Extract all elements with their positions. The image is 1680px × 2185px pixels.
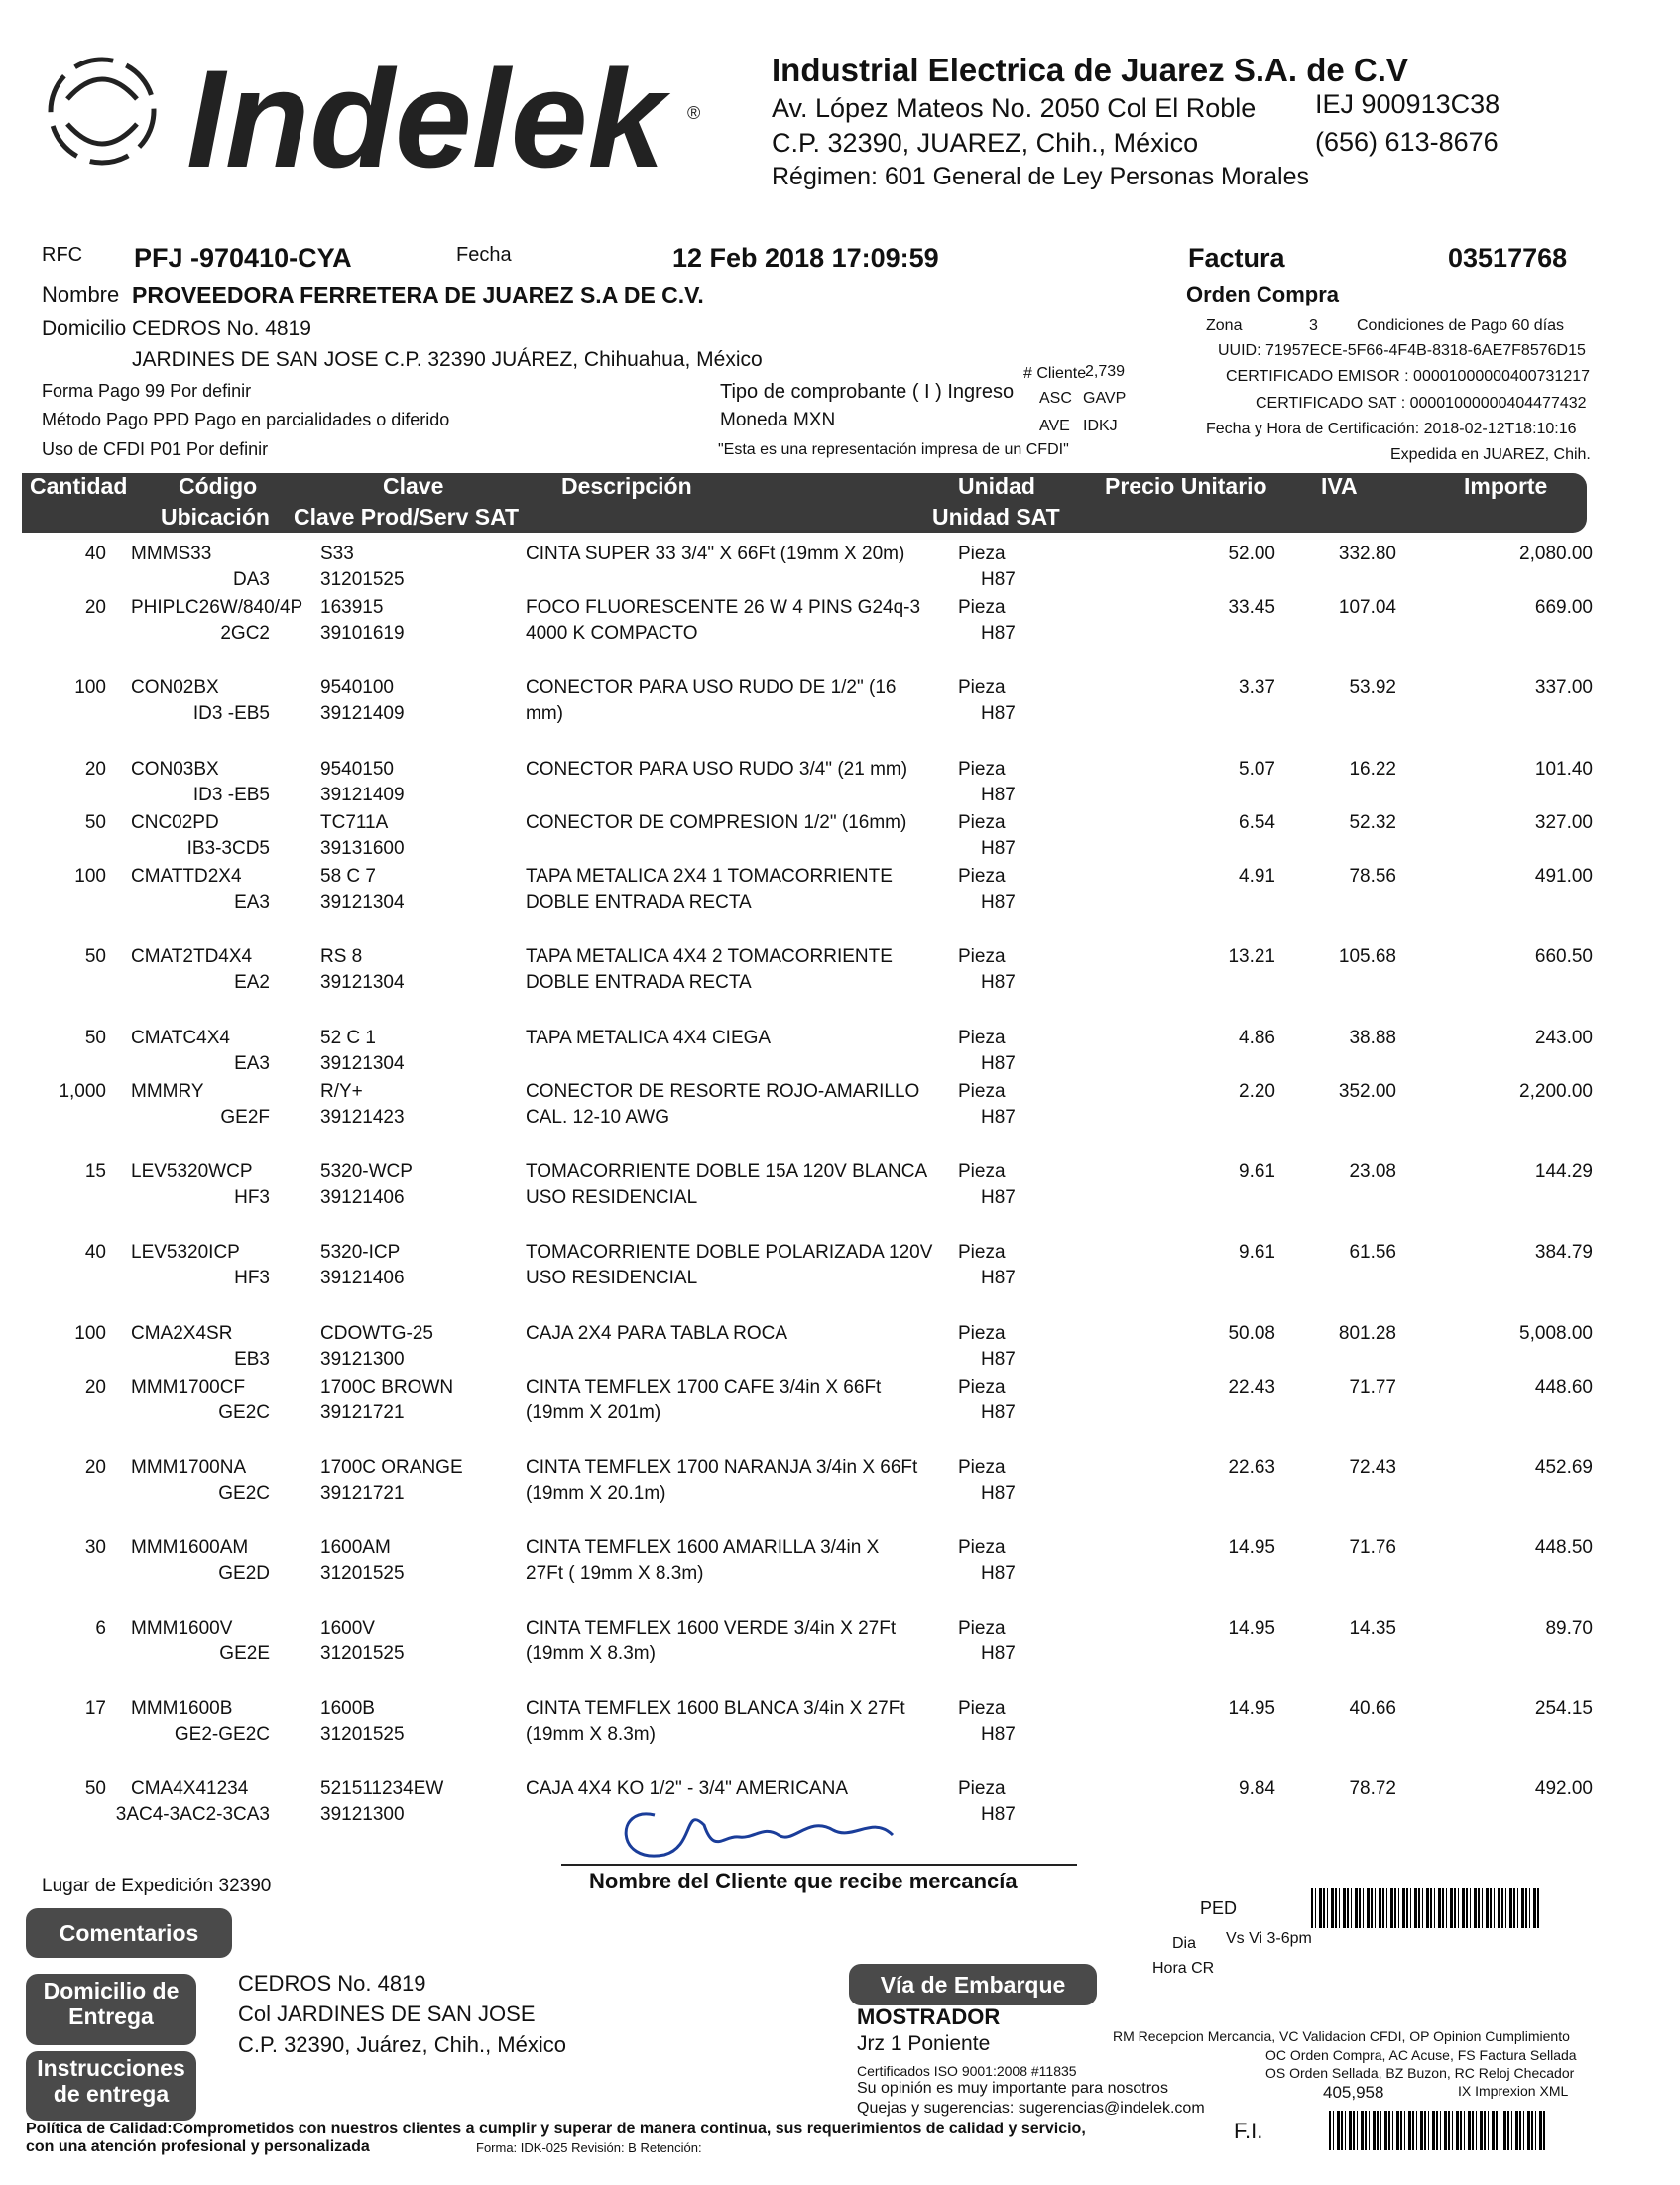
barcode-bottom bbox=[1329, 2111, 1547, 2150]
cell-cantidad: 50 bbox=[84, 1778, 106, 1799]
cfdi-note: "Esta es una representación impresa de un CFDI" bbox=[718, 441, 1069, 458]
cell-descripcion-2: CAL. 12-10 AWG bbox=[526, 1107, 670, 1128]
cell-descripcion: TAPA METALICA 4X4 CIEGA bbox=[526, 1028, 772, 1048]
cell-precio: 5.07 bbox=[1239, 759, 1275, 780]
cell-descripcion: CONECTOR PARA USO RUDO 3/4" (21 mm) bbox=[526, 759, 908, 780]
comentarios-label: Comentarios bbox=[26, 1908, 232, 1958]
lugar-expedicion: Lugar de Expedición 32390 bbox=[42, 1876, 272, 1896]
cell-unidad: Pieza bbox=[958, 1778, 1006, 1799]
cell-cantidad: 100 bbox=[74, 677, 106, 698]
cell-precio: 52.00 bbox=[1228, 544, 1275, 564]
cell-clave: 5320-WCP bbox=[320, 1161, 413, 1182]
cell-descripcion: CONECTOR DE RESORTE ROJO-AMARILLO bbox=[526, 1081, 920, 1102]
col-codigo: Código bbox=[179, 473, 258, 499]
nombre-label: Nombre bbox=[42, 282, 120, 306]
cell-clave-sat: 39121300 bbox=[320, 1804, 405, 1825]
cell-descripcion-2: USO RESIDENCIAL bbox=[526, 1268, 698, 1288]
col-unidad-sat: Unidad SAT bbox=[932, 504, 1060, 530]
cell-cantidad: 30 bbox=[84, 1537, 106, 1558]
cell-iva: 52.32 bbox=[1349, 812, 1396, 833]
mostrador: MOSTRADOR bbox=[857, 2004, 1001, 2029]
cell-codigo: PHIPLC26W/840/4P bbox=[131, 597, 303, 618]
col-clave-prod: Clave Prod/Serv SAT bbox=[294, 504, 520, 530]
cell-unidad: Pieza bbox=[958, 677, 1006, 698]
cell-unidad-sat: H87 bbox=[981, 703, 1016, 724]
cell-unidad: Pieza bbox=[958, 1618, 1006, 1639]
cell-precio: 14.95 bbox=[1228, 1618, 1275, 1639]
uso-cfdi: Uso de CFDI P01 Por definir bbox=[42, 439, 269, 459]
cell-iva: 107.04 bbox=[1338, 597, 1396, 618]
cell-unidad: Pieza bbox=[958, 1242, 1006, 1263]
barcode-top bbox=[1311, 1888, 1539, 1928]
cell-codigo: CMA4X41234 bbox=[131, 1778, 249, 1799]
col-descripcion: Descripción bbox=[561, 473, 692, 499]
via-embarque-label: Vía de Embarque bbox=[849, 1964, 1097, 2005]
signature-label: Nombre del Cliente que recibe mercancía bbox=[589, 1869, 1018, 1893]
cell-ubicacion: ID3 -EB5 bbox=[192, 785, 270, 805]
cell-iva: 78.72 bbox=[1349, 1778, 1396, 1799]
cell-iva: 23.08 bbox=[1349, 1161, 1396, 1182]
cell-unidad: Pieza bbox=[958, 1457, 1006, 1478]
cell-cantidad: 20 bbox=[84, 759, 106, 780]
certificado-sat: CERTIFICADO SAT : 00001000000404477432 bbox=[1256, 395, 1587, 412]
cell-unidad: Pieza bbox=[958, 597, 1006, 618]
company-phone: (656) 613-8676 bbox=[1315, 127, 1499, 157]
forma-revision: Forma: IDK-025 Revisión: B Retención: bbox=[476, 2140, 702, 2155]
col-precio: Precio Unitario bbox=[1105, 473, 1267, 499]
cell-codigo: LEV5320ICP bbox=[131, 1242, 240, 1263]
cliente-label: # Cliente bbox=[1023, 365, 1087, 382]
cell-cantidad: 40 bbox=[84, 1242, 106, 1263]
svg-text:®: ® bbox=[687, 103, 701, 123]
cell-importe: 337.00 bbox=[1534, 677, 1593, 698]
col-importe: Importe bbox=[1464, 473, 1548, 499]
cell-clave: 521511234EW bbox=[320, 1778, 444, 1799]
cell-unidad: Pieza bbox=[958, 1028, 1006, 1048]
cell-codigo: CMAT2TD4X4 bbox=[131, 946, 253, 967]
moneda: Moneda MXN bbox=[720, 410, 836, 430]
ave-value: IDKJ bbox=[1083, 418, 1118, 434]
cell-descripcion-2: USO RESIDENCIAL bbox=[526, 1187, 698, 1208]
cell-ubicacion: ID3 -EB5 bbox=[192, 703, 270, 724]
company-regimen: Régimen: 601 General de Ley Personas Morales bbox=[772, 163, 1309, 190]
cell-clave: 1700C BROWN bbox=[320, 1377, 454, 1397]
cell-unidad-sat: H87 bbox=[981, 1107, 1016, 1128]
cell-clave: 1600V bbox=[320, 1618, 375, 1639]
domicilio-line2: JARDINES DE SAN JOSE C.P. 32390 JUÁREZ, Chihuahua, México bbox=[132, 348, 763, 371]
quejas-text: Quejas y sugerencias: sugerencias@indelek.com bbox=[857, 2100, 1205, 2117]
cell-codigo: MMM1600AM bbox=[131, 1537, 249, 1558]
customer-signature bbox=[595, 1775, 932, 1875]
cell-descripcion-2: (19mm X 201m) bbox=[526, 1402, 661, 1423]
cell-codigo: MMMRY bbox=[131, 1081, 204, 1102]
cell-iva: 38.88 bbox=[1349, 1028, 1396, 1048]
cell-unidad: Pieza bbox=[958, 866, 1006, 887]
cell-importe: 448.50 bbox=[1534, 1537, 1593, 1558]
cell-clave-sat: 39131600 bbox=[320, 838, 405, 859]
cell-unidad: Pieza bbox=[958, 759, 1006, 780]
cell-descripcion-2: DOBLE ENTRADA RECTA bbox=[526, 892, 752, 912]
cell-descripcion: CINTA TEMFLEX 1600 VERDE 3/4in X 27Ft bbox=[526, 1618, 897, 1639]
cell-clave: 1600AM bbox=[320, 1537, 391, 1558]
cell-clave: 58 C 7 bbox=[320, 866, 376, 887]
cell-cantidad: 20 bbox=[84, 1377, 106, 1397]
factura-label: Factura bbox=[1188, 243, 1285, 273]
cell-cantidad: 15 bbox=[84, 1161, 106, 1182]
cell-cantidad: 50 bbox=[84, 1028, 106, 1048]
hora-label: Hora CR bbox=[1152, 1960, 1215, 1977]
cell-cantidad: 100 bbox=[74, 866, 106, 887]
cell-iva: 71.76 bbox=[1349, 1537, 1396, 1558]
rfc-value: PFJ -970410-CYA bbox=[134, 243, 352, 273]
indelek-logo bbox=[28, 40, 702, 188]
cliente-value: 2,739 bbox=[1085, 363, 1126, 380]
cell-clave: 52 C 1 bbox=[320, 1028, 376, 1048]
cell-unidad: Pieza bbox=[958, 1081, 1006, 1102]
cell-descripcion-2: (19mm X 8.3m) bbox=[526, 1643, 656, 1664]
cell-cantidad: 100 bbox=[74, 1323, 106, 1344]
cell-clave-sat: 39121423 bbox=[320, 1107, 405, 1128]
signature-line bbox=[561, 1864, 1077, 1866]
cell-precio: 9.61 bbox=[1239, 1161, 1275, 1182]
logo-wordmark: Indelek bbox=[186, 41, 665, 188]
company-header bbox=[772, 52, 1644, 191]
cell-descripcion: TOMACORRIENTE DOBLE POLARIZADA 120V bbox=[526, 1242, 933, 1263]
cell-unidad-sat: H87 bbox=[981, 1187, 1016, 1208]
cell-descripcion-2: (19mm X 8.3m) bbox=[526, 1724, 656, 1745]
cell-descripcion: CONECTOR PARA USO RUDO DE 1/2" (16 bbox=[526, 677, 897, 698]
cell-precio: 2.20 bbox=[1239, 1081, 1275, 1102]
cell-descripcion-2: 27Ft ( 19mm X 8.3m) bbox=[526, 1563, 704, 1584]
cell-importe: 452.69 bbox=[1534, 1457, 1593, 1478]
cell-iva: 16.22 bbox=[1349, 759, 1396, 780]
domicilio-entrega-label: Domicilio de Entrega bbox=[26, 1974, 196, 2045]
entrega-line2: Col JARDINES DE SAN JOSE bbox=[238, 2002, 536, 2026]
cell-precio: 13.21 bbox=[1228, 946, 1275, 967]
cell-ubicacion: DA3 bbox=[233, 569, 270, 590]
cell-importe: 384.79 bbox=[1534, 1242, 1593, 1263]
cell-descripcion: TAPA METALICA 4X4 2 TOMACORRIENTE bbox=[526, 946, 893, 967]
zona-label: Zona bbox=[1206, 317, 1243, 334]
cell-clave-sat: 39121406 bbox=[320, 1187, 405, 1208]
cell-iva: 105.68 bbox=[1338, 946, 1396, 967]
cell-iva: 801.28 bbox=[1338, 1323, 1396, 1344]
cell-cantidad: 50 bbox=[84, 946, 106, 967]
cell-precio: 14.95 bbox=[1228, 1537, 1275, 1558]
fecha-label: Fecha bbox=[456, 244, 512, 266]
cell-clave-sat: 31201525 bbox=[320, 1724, 405, 1745]
leyenda-3: OS Orden Sellada, BZ Buzon, RC Reloj Checador bbox=[1265, 2065, 1575, 2081]
cell-clave-sat: 39121721 bbox=[320, 1483, 405, 1504]
cell-precio: 4.86 bbox=[1239, 1028, 1275, 1048]
leyenda-2: OC Orden Compra, AC Acuse, FS Factura Sellada bbox=[1265, 2047, 1577, 2063]
cell-unidad-sat: H87 bbox=[981, 972, 1016, 993]
cell-ubicacion: GE2C bbox=[218, 1483, 270, 1504]
cell-unidad-sat: H87 bbox=[981, 1483, 1016, 1504]
cell-precio: 22.43 bbox=[1228, 1377, 1275, 1397]
cell-unidad-sat: H87 bbox=[981, 623, 1016, 644]
leyenda-1: RM Recepcion Mercancia, VC Validacion CFDI, OP Opinion Cumplimiento bbox=[1113, 2028, 1570, 2044]
cell-codigo: CMATC4X4 bbox=[131, 1028, 230, 1048]
cell-cantidad: 17 bbox=[84, 1698, 106, 1719]
cell-precio: 9.84 bbox=[1239, 1778, 1275, 1799]
cell-clave: R/Y+ bbox=[320, 1081, 363, 1102]
col-unidad: Unidad bbox=[958, 473, 1035, 499]
cell-codigo: CNC02PD bbox=[131, 812, 219, 833]
cell-clave: 163915 bbox=[320, 597, 384, 618]
cell-ubicacion: HF3 bbox=[234, 1268, 270, 1288]
cell-descripcion-2: 4000 K COMPACTO bbox=[526, 623, 698, 644]
zona-value: 3 bbox=[1309, 317, 1318, 334]
certificado-emisor: CERTIFICADO EMISOR : 00001000000400731217 bbox=[1226, 368, 1591, 385]
cell-descripcion: CINTA TEMFLEX 1600 AMARILLA 3/4in X bbox=[526, 1537, 880, 1558]
cell-codigo: MMM1700NA bbox=[131, 1457, 247, 1478]
cell-cantidad: 20 bbox=[84, 1457, 106, 1478]
cell-unidad: Pieza bbox=[958, 1537, 1006, 1558]
fecha-certificacion: Fecha y Hora de Certificación: 2018-02-12T18:10:16 bbox=[1206, 421, 1577, 437]
company-address1: Av. López Mateos No. 2050 Col El Roble bbox=[772, 93, 1257, 123]
cell-descripcion: CONECTOR DE COMPRESION 1/2" (16mm) bbox=[526, 812, 907, 833]
cell-codigo: CMA2X4SR bbox=[131, 1323, 233, 1344]
cell-descripcion-2: (19mm X 20.1m) bbox=[526, 1483, 666, 1504]
cell-unidad: Pieza bbox=[958, 544, 1006, 564]
cell-descripcion: FOCO FLUORESCENTE 26 W 4 PINS G24q-3 bbox=[526, 597, 921, 618]
col-ubicacion: Ubicación bbox=[161, 504, 270, 530]
ped-label: PED bbox=[1200, 1898, 1238, 1918]
cell-unidad-sat: H87 bbox=[981, 1563, 1016, 1584]
cell-unidad: Pieza bbox=[958, 812, 1006, 833]
cell-importe: 492.00 bbox=[1534, 1778, 1593, 1799]
cell-importe: 144.29 bbox=[1534, 1161, 1593, 1182]
cell-clave: S33 bbox=[320, 544, 354, 564]
col-cantidad: Cantidad bbox=[30, 473, 128, 499]
cell-ubicacion: 2GC2 bbox=[220, 623, 270, 644]
cell-clave-sat: 39101619 bbox=[320, 623, 405, 644]
cell-unidad: Pieza bbox=[958, 1161, 1006, 1182]
instrucciones-entrega-label: Instrucciones de entrega bbox=[26, 2051, 196, 2121]
cell-clave: 5320-ICP bbox=[320, 1242, 401, 1263]
cell-clave-sat: 31201525 bbox=[320, 1563, 405, 1584]
cell-clave-sat: 39121406 bbox=[320, 1268, 405, 1288]
cell-clave-sat: 39121300 bbox=[320, 1349, 405, 1370]
cell-iva: 332.80 bbox=[1338, 544, 1396, 564]
cell-unidad-sat: H87 bbox=[981, 1268, 1016, 1288]
condiciones-pago: Condiciones de Pago 60 días bbox=[1357, 317, 1565, 334]
cell-clave-sat: 39121409 bbox=[320, 703, 405, 724]
folio-number: 405,958 bbox=[1323, 2083, 1384, 2102]
cell-clave-sat: 31201525 bbox=[320, 569, 405, 590]
cell-ubicacion: IB3-3CD5 bbox=[186, 838, 270, 859]
cell-descripcion: CAJA 2X4 PARA TABLA ROCA bbox=[526, 1323, 788, 1344]
jrz-poniente: Jrz 1 Poniente bbox=[857, 2032, 991, 2055]
cell-unidad: Pieza bbox=[958, 1698, 1006, 1719]
cell-descripcion: CINTA TEMFLEX 1600 BLANCA 3/4in X 27Ft bbox=[526, 1698, 905, 1719]
cell-precio: 6.54 bbox=[1239, 812, 1275, 833]
cell-ubicacion: GE2E bbox=[219, 1643, 270, 1664]
cell-unidad-sat: H87 bbox=[981, 1349, 1016, 1370]
cell-precio: 4.91 bbox=[1239, 866, 1275, 887]
cell-iva: 71.77 bbox=[1349, 1377, 1396, 1397]
cell-importe: 101.40 bbox=[1534, 759, 1593, 780]
cell-descripcion: CINTA TEMFLEX 1700 CAFE 3/4in X 66Ft bbox=[526, 1377, 882, 1397]
cell-cantidad: 6 bbox=[95, 1618, 106, 1639]
cell-clave: 9540100 bbox=[320, 677, 394, 698]
cell-ubicacion: GE2-GE2C bbox=[174, 1724, 270, 1745]
entrega-line1: CEDROS No. 4819 bbox=[238, 1971, 426, 1996]
cell-clave: RS 8 bbox=[320, 946, 363, 967]
cell-importe: 89.70 bbox=[1545, 1618, 1593, 1639]
cell-importe: 660.50 bbox=[1534, 946, 1593, 967]
cell-unidad-sat: H87 bbox=[981, 892, 1016, 912]
company-rfc: IEJ 900913C38 bbox=[1315, 89, 1500, 119]
cell-descripcion-2: mm) bbox=[526, 703, 563, 724]
dia-label: Dia bbox=[1172, 1935, 1197, 1952]
cell-unidad-sat: H87 bbox=[981, 785, 1016, 805]
cell-ubicacion: EB3 bbox=[234, 1349, 270, 1370]
orden-compra: Orden Compra bbox=[1186, 282, 1340, 306]
cell-clave: 1700C ORANGE bbox=[320, 1457, 463, 1478]
cell-codigo: CON02BX bbox=[131, 677, 219, 698]
cell-descripcion: CAJA 4X4 KO 1/2" - 3/4" AMERICANA bbox=[526, 1778, 849, 1799]
cell-clave-sat: 39121721 bbox=[320, 1402, 405, 1423]
cell-iva: 78.56 bbox=[1349, 866, 1396, 887]
cell-descripcion: TOMACORRIENTE DOBLE 15A 120V BLANCA bbox=[526, 1161, 928, 1182]
cell-ubicacion: HF3 bbox=[234, 1187, 270, 1208]
cell-ubicacion: EA3 bbox=[234, 892, 270, 912]
cell-importe: 2,080.00 bbox=[1519, 544, 1593, 564]
cell-unidad-sat: H87 bbox=[981, 1053, 1016, 1074]
cell-unidad-sat: H87 bbox=[981, 1724, 1016, 1745]
cell-descripcion: CINTA TEMFLEX 1700 NARANJA 3/4in X 66Ft bbox=[526, 1457, 918, 1478]
rfc-label: RFC bbox=[42, 244, 83, 266]
cell-iva: 53.92 bbox=[1349, 677, 1396, 698]
cell-descripcion: CINTA SUPER 33 3/4" X 66Ft (19mm X 20m) bbox=[526, 544, 905, 564]
cell-importe: 491.00 bbox=[1534, 866, 1593, 887]
col-iva: IVA bbox=[1321, 473, 1358, 499]
cell-precio: 14.95 bbox=[1228, 1698, 1275, 1719]
cell-codigo: CON03BX bbox=[131, 759, 219, 780]
cell-cantidad: 50 bbox=[84, 812, 106, 833]
cell-clave-sat: 39121304 bbox=[320, 892, 405, 912]
cell-importe: 243.00 bbox=[1534, 1028, 1593, 1048]
opinion-text: Su opinión es muy importante para nosotros bbox=[857, 2080, 1168, 2097]
leyenda-4: IX Imprexion XML bbox=[1458, 2083, 1569, 2099]
cell-ubicacion: GE2F bbox=[220, 1107, 270, 1128]
table-header bbox=[22, 473, 1587, 533]
cell-codigo: MMM1600B bbox=[131, 1698, 233, 1719]
cell-ubicacion: EA2 bbox=[234, 972, 270, 993]
cell-precio: 33.45 bbox=[1228, 597, 1275, 618]
cell-unidad: Pieza bbox=[958, 1323, 1006, 1344]
cell-importe: 5,008.00 bbox=[1519, 1323, 1593, 1344]
cell-codigo: MMM1700CF bbox=[131, 1377, 246, 1397]
cell-importe: 327.00 bbox=[1534, 812, 1593, 833]
col-clave: Clave bbox=[383, 473, 444, 499]
cell-descripcion-2: DOBLE ENTRADA RECTA bbox=[526, 972, 752, 993]
cell-codigo: LEV5320WCP bbox=[131, 1161, 253, 1182]
cell-descripcion: TAPA METALICA 2X4 1 TOMACORRIENTE bbox=[526, 866, 893, 887]
cell-unidad: Pieza bbox=[958, 946, 1006, 967]
cell-importe: 448.60 bbox=[1534, 1377, 1593, 1397]
cell-clave: 9540150 bbox=[320, 759, 394, 780]
factura-number: 03517768 bbox=[1448, 243, 1568, 273]
cell-cantidad: 40 bbox=[84, 544, 106, 564]
cell-codigo: MMM1600V bbox=[131, 1618, 233, 1639]
expedida-en: Expedida en JUAREZ, Chih. bbox=[1390, 446, 1591, 463]
cell-unidad-sat: H87 bbox=[981, 838, 1016, 859]
politica-calidad: Política de Calidad:Comprometidos con nuestros clientes a cumplir y superar de manera continua, sus requerimientos de calidad y servicio, bbox=[26, 2121, 1086, 2137]
entrega-line3: C.P. 32390, Juárez, Chih., México bbox=[238, 2032, 566, 2057]
ave-label: AVE bbox=[1039, 418, 1070, 434]
cell-codigo: MMMS33 bbox=[131, 544, 212, 564]
cell-precio: 3.37 bbox=[1239, 677, 1275, 698]
iso-cert: Certificados ISO 9001:2008 #11835 bbox=[857, 2063, 1077, 2079]
cell-codigo: CMATTD2X4 bbox=[131, 866, 242, 887]
cell-unidad: Pieza bbox=[958, 1377, 1006, 1397]
company-address2: C.P. 32390, JUAREZ, Chih., México bbox=[772, 128, 1199, 158]
cell-iva: 72.43 bbox=[1349, 1457, 1396, 1478]
fi-label: F.I. bbox=[1234, 2119, 1263, 2143]
asc-value: GAVP bbox=[1083, 390, 1127, 407]
cell-clave: 1600B bbox=[320, 1698, 375, 1719]
cell-precio: 9.61 bbox=[1239, 1242, 1275, 1263]
cell-ubicacion: GE2D bbox=[218, 1563, 270, 1584]
cell-unidad-sat: H87 bbox=[981, 1804, 1016, 1825]
forma-pago: Forma Pago 99 Por definir bbox=[42, 381, 252, 401]
company-name: Industrial Electrica de Juarez S.A. de C.V bbox=[772, 52, 1408, 88]
uuid: UUID: 71957ECE-5F66-4F4B-8318-6AE7F8576D15 bbox=[1218, 342, 1586, 359]
tipo-comprobante: Tipo de comprobante ( I ) Ingreso bbox=[720, 381, 1015, 403]
cell-clave: TC711A bbox=[320, 812, 389, 833]
cell-precio: 50.08 bbox=[1228, 1323, 1275, 1344]
cell-iva: 61.56 bbox=[1349, 1242, 1396, 1263]
cell-clave-sat: 39121304 bbox=[320, 1053, 405, 1074]
cell-ubicacion: EA3 bbox=[234, 1053, 270, 1074]
cell-ubicacion: GE2C bbox=[218, 1402, 270, 1423]
cell-unidad-sat: H87 bbox=[981, 1643, 1016, 1664]
cell-iva: 352.00 bbox=[1338, 1081, 1396, 1102]
cell-cantidad: 1,000 bbox=[59, 1081, 106, 1102]
nombre-value: PROVEEDORA FERRETERA DE JUAREZ S.A DE C.V. bbox=[132, 282, 704, 307]
domicilio-label: Domicilio bbox=[42, 317, 127, 340]
cell-iva: 40.66 bbox=[1349, 1698, 1396, 1719]
asc-label: ASC bbox=[1039, 390, 1072, 407]
cell-unidad-sat: H87 bbox=[981, 569, 1016, 590]
cell-iva: 14.35 bbox=[1349, 1618, 1396, 1639]
cell-precio: 22.63 bbox=[1228, 1457, 1275, 1478]
cell-importe: 254.15 bbox=[1534, 1698, 1593, 1719]
domicilio-line1: CEDROS No. 4819 bbox=[132, 317, 311, 340]
fecha-value: 12 Feb 2018 17:09:59 bbox=[672, 243, 939, 273]
cell-clave-sat: 31201525 bbox=[320, 1643, 405, 1664]
cell-cantidad: 20 bbox=[84, 597, 106, 618]
cell-clave-sat: 39121304 bbox=[320, 972, 405, 993]
cell-ubicacion: 3AC4-3AC2-3CA3 bbox=[115, 1804, 270, 1825]
cell-clave-sat: 39121409 bbox=[320, 785, 405, 805]
cell-importe: 2,200.00 bbox=[1519, 1081, 1593, 1102]
metodo-pago: Método Pago PPD Pago en parcialidades o diferido bbox=[42, 410, 450, 429]
cell-importe: 669.00 bbox=[1534, 597, 1593, 618]
politica-calidad-2: con una atención profesional y personalizada bbox=[26, 2138, 370, 2155]
vs-vi: Vs Vi 3-6pm bbox=[1226, 1930, 1312, 1947]
cell-clave: CDOWTG-25 bbox=[320, 1323, 433, 1344]
cell-unidad-sat: H87 bbox=[981, 1402, 1016, 1423]
